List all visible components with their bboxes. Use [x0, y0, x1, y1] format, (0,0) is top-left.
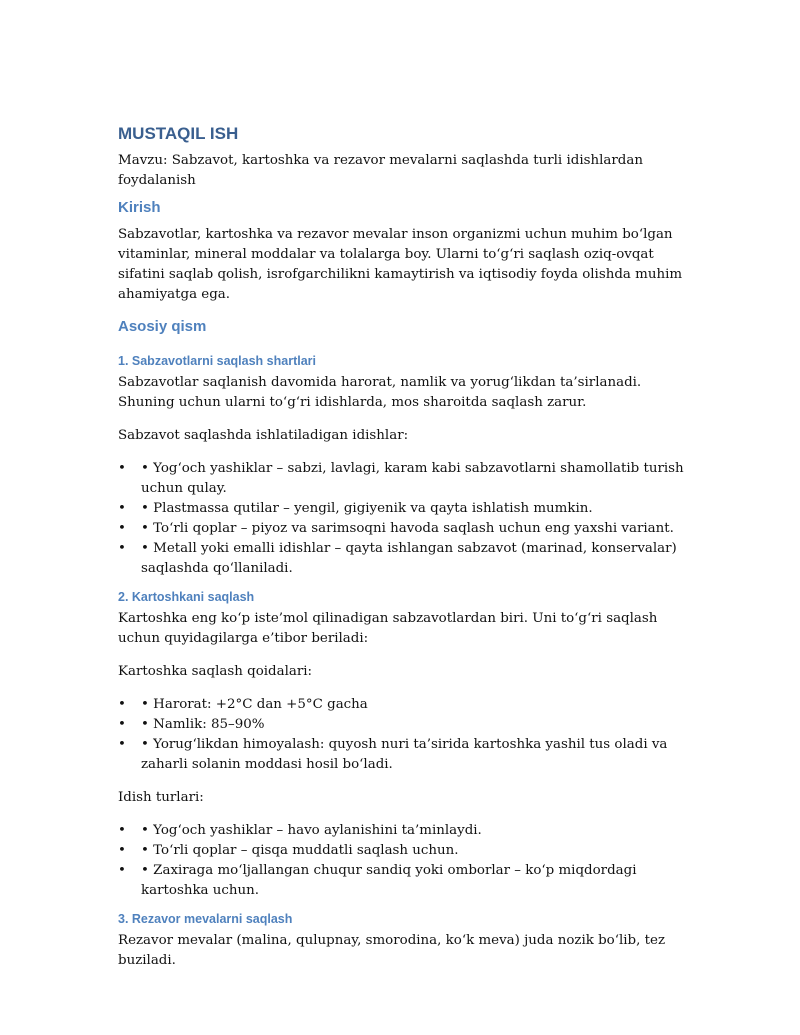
section-2-heading: 2. Kartoshkani saqlash: [118, 590, 255, 604]
bullet-icon: •: [118, 717, 126, 732]
section-2-rules-intro: Kartoshka saqlash qoidalari:: [118, 664, 313, 679]
section-1-heading: 1. Sabzavotlarni saqlash shartlari: [118, 354, 316, 368]
list-item: • • Metall yoki emalli idishlar – qayta ishlangan sabzavot (marinad, konservalar) saqlashda qo‘llaniladi.: [118, 541, 677, 576]
section-1-list: [118, 459, 698, 579]
list-item: • • Yog‘och yashiklar – havo aylanishini ta’minlaydi.: [118, 821, 698, 841]
bullet-icon: •: [118, 461, 126, 476]
section-3-paragraph: Rezavor mevalar (malina, qulupnay, smorodina, ko‘k meva) juda nozik bo‘lib, tez buziladi.: [118, 933, 666, 968]
intro-paragraph: Sabzavotlar, kartoshka va rezavor mevalar inson organizmi uchun muhim bo‘lgan vitaminlar, mineral moddalar va tolalarga boy. Ularni to‘g‘ri saqlash oziq-ovqat sifatini saqlab qolish, isrofgarchilikni kamaytirish va iqtisodiy foyda olishda muhim ahamiyatga ega.: [118, 227, 683, 302]
list-item: • • To‘rli qoplar – qisqa muddatli saqlash uchun.: [118, 841, 698, 861]
list-item: • • Plastmassa qutilar – yengil, gigiyenik va qayta ishlatish mumkin.: [118, 499, 698, 519]
bullet-icon: •: [118, 823, 126, 838]
bullet-icon: •: [118, 521, 126, 536]
bullet-icon: •: [118, 541, 126, 556]
list-item: • • Yog‘och yashiklar – sabzi, lavlagi, karam kabi sabzavotlarni shamollatib turish uchun qulay.: [118, 461, 684, 496]
section-2-containers-list: [118, 821, 698, 901]
topic-line: Mavzu: Sabzavot, kartoshka va rezavor mevalarni saqlashda turli idishlardan foydalanish: [118, 153, 643, 188]
list-item: • • Namlik: 85–90%: [118, 715, 698, 735]
bullet-icon: •: [118, 697, 126, 712]
bullet-icon: •: [118, 843, 126, 858]
list-item: • • Zaxiraga mo‘ljallangan chuqur sandiq yoki omborlar – ko‘p miqdordagi kartoshka uchun.: [118, 863, 637, 898]
document-page: [118, 120, 698, 971]
bullet-icon: •: [118, 863, 126, 878]
section-1-paragraph: Sabzavotlar saqlanish davomida harorat, namlik va yorug‘likdan ta’sirlanadi. Shuning uchun ularni to‘g‘ri idishlarda, mos sharoitda saqlash zarur.: [118, 375, 642, 410]
list-item: • • To‘rli qoplar – piyoz va sarimsoqni havoda saqlash uchun eng yaxshi variant.: [118, 519, 698, 539]
list-item: • • Yorug‘likdan himoyalash: quyosh nuri ta’sirida kartoshka yashil tus oladi va zaharli solanin moddasi hosil bo‘ladi.: [118, 737, 668, 772]
bullet-icon: •: [118, 501, 126, 516]
bullet-icon: •: [118, 737, 126, 752]
section-3-heading: 3. Rezavor mevalarni saqlash: [118, 912, 293, 926]
section-1-list-intro: Sabzavot saqlashda ishlatiladigan idishlar:: [118, 428, 409, 443]
main-heading: Asosiy qism: [118, 318, 207, 335]
list-item: • • Harorat: +2°C dan +5°C gacha: [118, 695, 698, 715]
section-2-paragraph: Kartoshka eng ko‘p iste’mol qilinadigan sabzavotlardan biri. Uni to‘g‘ri saqlash uchun quyidagilarga e’tibor beriladi:: [118, 611, 658, 646]
section-2-containers-intro: Idish turlari:: [118, 790, 204, 805]
section-2-rules-list: [118, 695, 698, 775]
document-title: MUSTAQIL ISH: [118, 124, 239, 143]
intro-heading: Kirish: [118, 199, 161, 216]
